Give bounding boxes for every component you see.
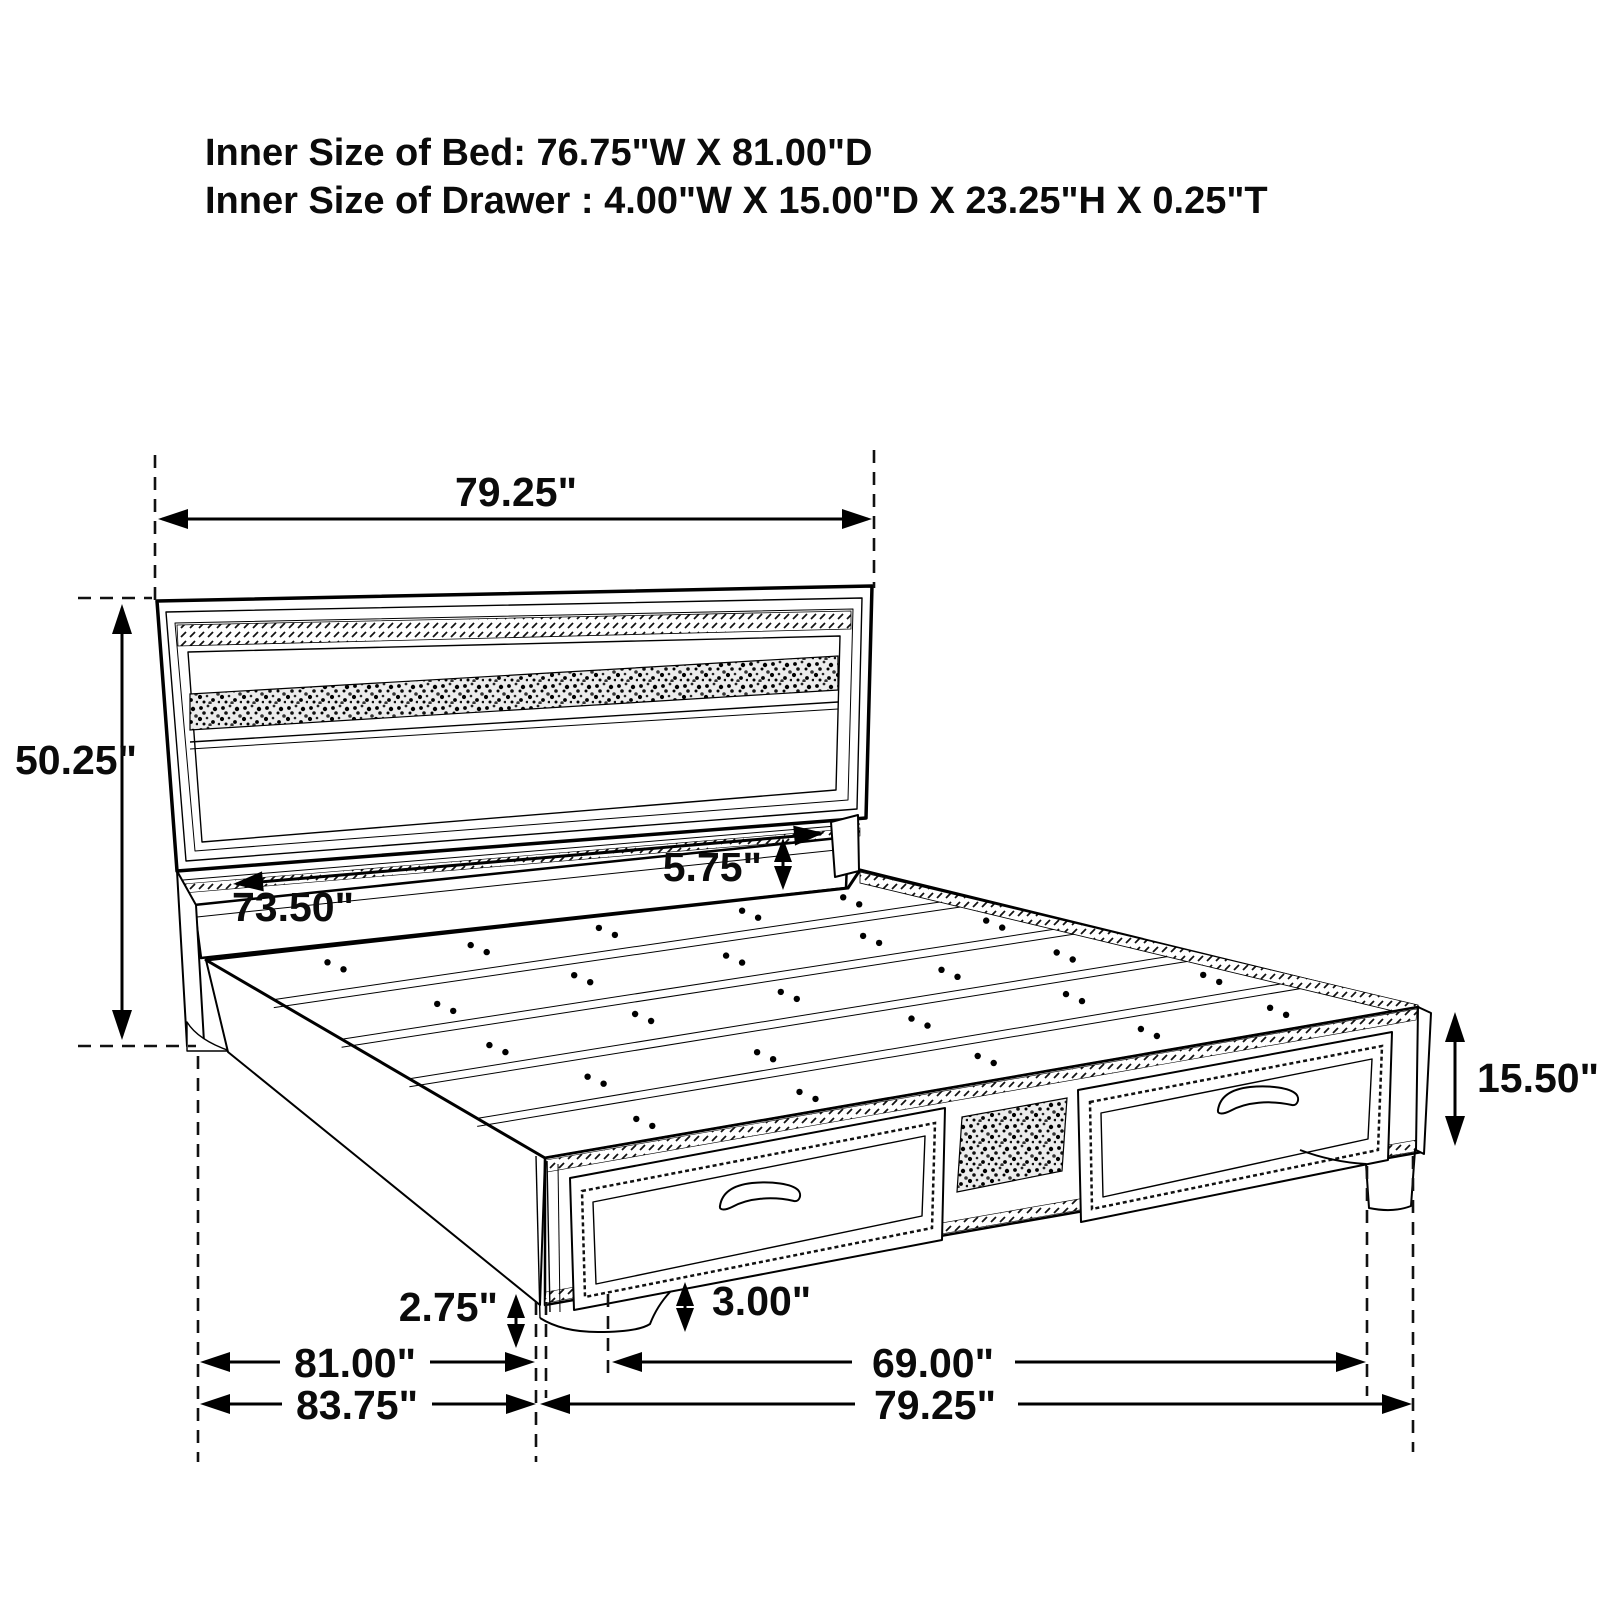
dim-label-drawer-foot-clearance: 3.00" bbox=[712, 1278, 812, 1324]
header-line-2: Inner Size of Drawer : 4.00"W X 15.00"D X 23.25"H X 0.25"T bbox=[205, 180, 1268, 222]
headboard-left-leg bbox=[177, 871, 204, 1046]
dim-label-footboard-width: 79.25" bbox=[873, 1382, 997, 1428]
dim-drawer-span bbox=[612, 1340, 1366, 1386]
dim-label-headboard-height: 50.25" bbox=[14, 737, 138, 783]
footboard-right-return bbox=[1416, 1007, 1431, 1154]
dim-label-headboard-width: 79.25" bbox=[454, 469, 578, 515]
dim-label-inner-length: 81.00" bbox=[293, 1340, 417, 1386]
dim-footboard-height bbox=[1445, 1012, 1599, 1146]
header-line-1: Inner Size of Bed: 76.75"W X 81.00"D bbox=[205, 132, 873, 174]
dim-rail-bottom-clearance bbox=[399, 1284, 525, 1348]
dim-headboard-width bbox=[158, 469, 872, 529]
dim-overall-length bbox=[200, 1382, 536, 1428]
dim-label-footboard-height: 15.50" bbox=[1477, 1055, 1600, 1101]
dim-inner-length bbox=[200, 1340, 535, 1386]
dim-label-headboard-inner-width: 73.50" bbox=[231, 884, 355, 930]
dim-label-overall-length: 83.75" bbox=[295, 1382, 419, 1428]
dim-label-drawer-span: 69.00" bbox=[871, 1340, 995, 1386]
dim-headboard-height bbox=[15, 604, 137, 1040]
headboard-right-leg bbox=[831, 815, 859, 877]
header bbox=[205, 132, 1268, 222]
dim-label-deck-ledge-height: 5.75" bbox=[662, 844, 762, 890]
dim-footboard-width bbox=[540, 1382, 1412, 1428]
dim-label-rail-bottom-clearance: 2.75" bbox=[398, 1284, 498, 1330]
